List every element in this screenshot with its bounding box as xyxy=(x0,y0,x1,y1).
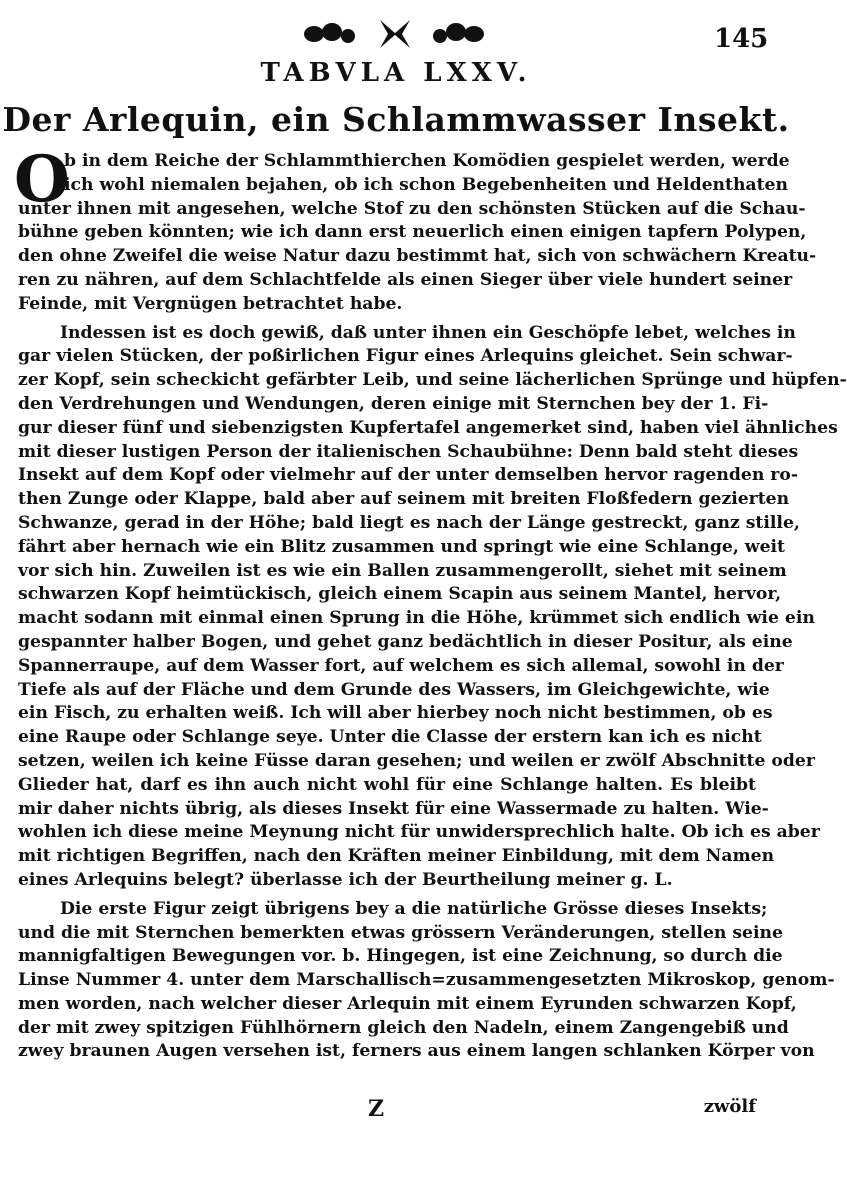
text-line: ein Fisch, zu erhalten weiß. Ich will aber hierbey noch nicht bestimmen, ob es xyxy=(18,703,773,724)
text-line: Insekt auf dem Kopf oder vielmehr auf der unter demselben hervor ragenden ro- xyxy=(18,465,798,486)
text-line: zer Kopf, sein scheckicht gefärbter Leib, und seine lächerlichen Sprünge und hüpfen- xyxy=(18,370,847,391)
text-line: vor sich hin. Zuweilen ist es wie ein Ballen zusammengerollt, siehet mit seinem xyxy=(18,560,787,581)
text-line: Glieder hat, darf es ihn auch nicht wohl für eine Schlange halten. Es bleibt xyxy=(18,774,756,795)
text-line: ren zu nähren, auf dem Schlachtfelde als einen Sieger über viele hundert seiner xyxy=(18,269,793,290)
text-line: then Zunge oder Klappe, bald aber auf seinem mit breiten Floßfedern gezierten xyxy=(18,489,790,510)
text-line: Spannerraupe, auf dem Wasser fort, auf welchem es sich allemal, sowohl in der xyxy=(18,655,784,676)
text-line: den Verdrehungen und Wendungen, deren einige mit Sternchen bey der 1. Fi- xyxy=(18,393,769,414)
drop-cap: O xyxy=(14,142,70,217)
text-line: Tiefe als auf der Fläche und dem Grunde des Wassers, im Gleichgewichte, wie xyxy=(18,679,770,700)
paragraph-2 xyxy=(18,322,847,893)
text-line: unter ihnen mit angesehen, welche Stof zu den schönsten Stücken auf die Schau- xyxy=(18,198,806,219)
text-line: gar vielen Stücken, der poßirlichen Figur eines Arlequins gleichet. Sein schwar- xyxy=(18,346,793,367)
text-line: gespannter halber Bogen, und gehet ganz bedächtlich in dieser Positur, als eine xyxy=(18,631,793,652)
text-line: bühne geben könnten; wie ich dann erst neuerlich einen einigen tapfern Polypen, xyxy=(18,222,807,243)
signature-mark: Z xyxy=(368,1096,385,1122)
text-line: b in dem Reiche der Schlammthierchen Komödien gespielet werden, werde xyxy=(64,151,790,171)
text-line: mir daher nichts übrig, als dieses Insekt für eine Wassermade zu halten. Wie- xyxy=(18,798,769,819)
text-line: und die mit Sternchen bemerkten etwas grössern Veränderungen, stellen seine xyxy=(18,922,783,943)
body-text xyxy=(14,142,847,1064)
text-line: Die erste Figur zeigt übrigens bey a die natürliche Grösse dieses Insekts; xyxy=(60,898,768,919)
text-line: wohlen ich diese meine Meynung nicht für unwidersprechlich halte. Ob ich es aber xyxy=(18,822,820,843)
paragraph-3 xyxy=(18,898,835,1065)
text-line: eines Arlequins belegt? überlasse ich der Beurtheilung meiner g. L. xyxy=(18,869,673,890)
text-line: Linse Nummer 4. unter dem Marschallisch=zusammengesetzten Mikroskop, genom- xyxy=(18,970,835,991)
paragraph-1 xyxy=(14,142,817,317)
text-line: eine Raupe oder Schlange seye. Unter die Classe der erstern kan ich es nicht xyxy=(18,727,762,748)
text-line: Schwanze, gerad in der Höhe; bald liegt es nach der Länge gestreckt, ganz stille, xyxy=(18,512,800,533)
text-line: ich wohl niemalen bejahen, ob ich schon Begebenheiten und Heldenthaten xyxy=(64,174,788,195)
text-line: gur dieser fünf und siebenzigsten Kupfertafel angemerket sind, haben viel ähnliches xyxy=(18,417,838,438)
text-line: zwey braunen Augen versehen ist, ferners aus einem langen schlanken Körper von xyxy=(18,1041,815,1062)
text-line: mit richtigen Begriffen, nach den Kräften meiner Einbildung, mit dem Namen xyxy=(18,846,775,867)
text-line: mit dieser lustigen Person der italienischen Schaubühne: Denn bald steht dieses xyxy=(18,441,799,462)
page-footer xyxy=(18,1096,756,1126)
header-ornament xyxy=(300,14,490,54)
page-title: Der Arlequin, ein Schlammwasser Insekt. xyxy=(2,100,790,139)
page-number: 145 xyxy=(714,24,769,54)
catchword: zwölf xyxy=(703,1096,756,1117)
text-line: mannigfaltigen Bewegungen vor. b. Hingegen, ist eine Zeichnung, so durch die xyxy=(18,946,783,967)
text-line: Indessen ist es doch gewiß, daß unter ihnen ein Geschöpfe lebet, welches in xyxy=(60,322,796,343)
plate-heading: TABVLA LXXV. xyxy=(260,58,532,88)
text-line: fährt aber hernach wie ein Blitz zusammen und springt wie eine Schlange, weit xyxy=(18,536,786,557)
text-line: der mit zwey spitzigen Fühlhörnern gleich den Nadeln, einem Zangengebiß und xyxy=(18,1017,789,1038)
text-line: men worden, nach welcher dieser Arlequin mit einem Eyrunden schwarzen Kopf, xyxy=(18,993,797,1014)
text-line: macht sodann mit einmal einen Sprung in die Höhe, krümmet sich endlich wie ein xyxy=(18,608,815,629)
text-line: schwarzen Kopf heimtückisch, gleich einem Scapin aus seinem Mantel, hervor, xyxy=(18,584,782,605)
text-line: setzen, weilen ich keine Füsse daran gesehen; und weilen er zwölf Abschnitte oder xyxy=(18,750,815,771)
text-line: den ohne Zweifel die weise Natur dazu bestimmt hat, sich von schwächern Kreatu- xyxy=(18,246,817,267)
text-line: Feinde, mit Vergnügen betrachtet habe. xyxy=(18,293,403,314)
